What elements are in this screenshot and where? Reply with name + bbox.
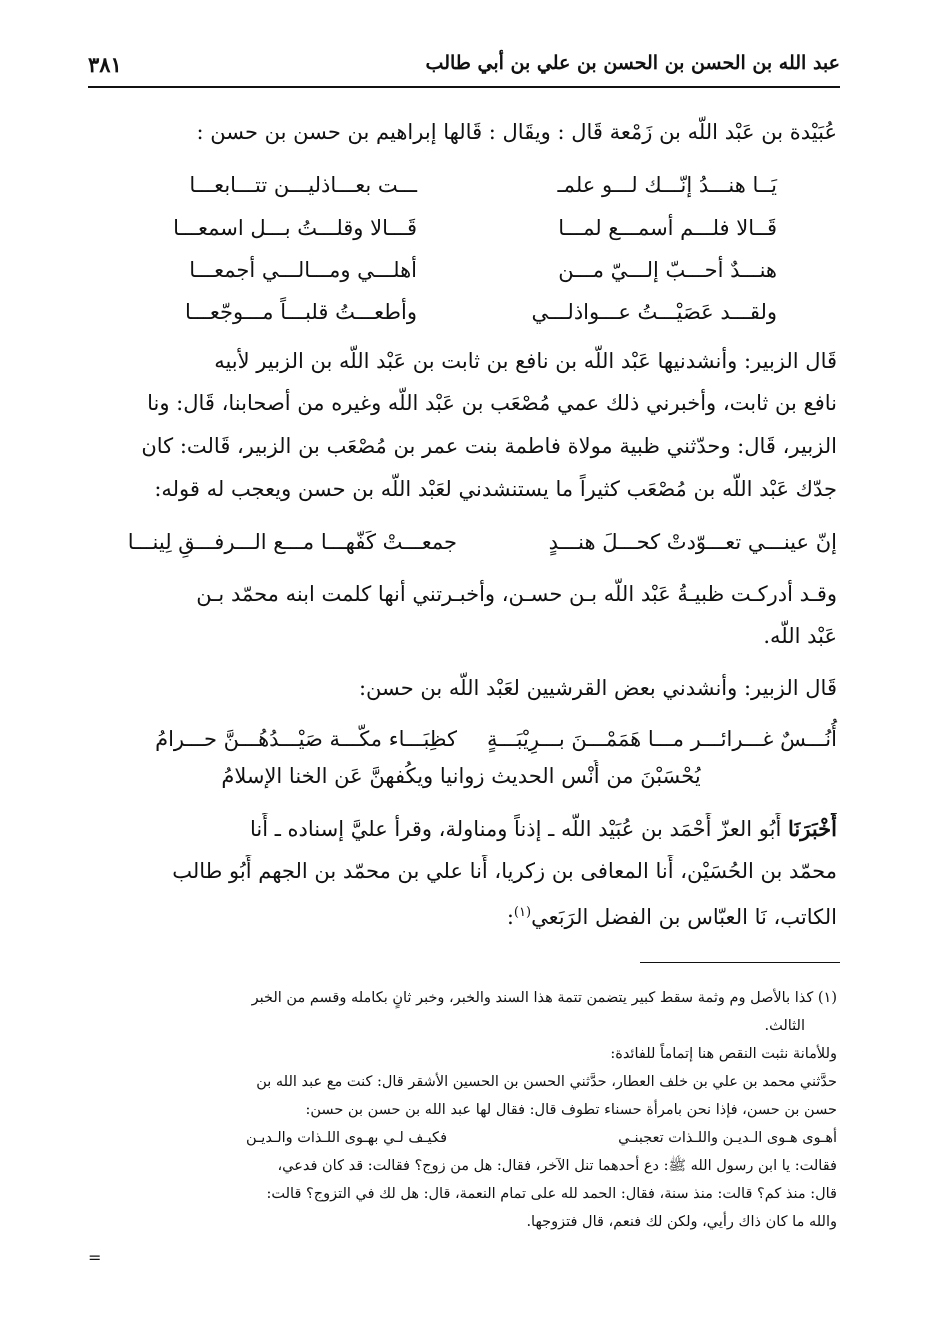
paragraph-line: نافع بن ثابت، وأخبرني ذلك عمي مُصْعَب بن عَبْد اللّه وغيره من أصحابنا، قَال: ونا	[147, 391, 837, 415]
footnote-line: قال: منذ كم؟ قالت: منذ سنة، فقال: الحمد لله على تمام النعمة، قال: هل لك في التزوج؟ قالت:	[266, 1186, 837, 1202]
paragraph-line: وقـد أدركـت ظبيـةُ عَبْد اللّه بـن حسـن، وأخبـرتني أنها كلمت ابنه محمّد بـن	[196, 582, 837, 606]
paragraph-line: قَال الزبير: وأنشدنيها عَبْد اللّه بن نافع بن ثابت بن عَبْد اللّه بن الزبير لأبيه	[214, 349, 837, 373]
verse-hemistich-2: ـــت بعـــاذليـــن تتـــابعـــا	[189, 173, 417, 197]
paragraph-text: أَبُو العزّ أَحْمَد بن عُبَيْد اللّه ـ إذناً ومناولة، وقرأ عليَّ إسناده ـ أَنا	[249, 817, 782, 841]
poem-verse	[85, 211, 837, 245]
verse-hemistich-2: أهلـــي ومـــالـــي أجمعـــا	[189, 258, 417, 282]
continuation-mark: =	[88, 1248, 102, 1267]
footnote-line: فقالت: يا ابن رسول الله ﷺ: دع أحدهما تنل الآخر، فقال: هل من زوج؟ فقالت: قد كان فدعي،	[277, 1158, 837, 1174]
footnote-line: حدَّثني محمد بن علي بن خلف العطار، حدَّثني الحسن بن الحسين الأشقر قال: كنت مع عبد الله بن	[256, 1074, 837, 1090]
verse-hemistich-1: إنّ عينـــي تعـــوّدتْ كحـــلَ هنـــدٍ	[548, 530, 837, 554]
page-number: ٣٨١	[88, 52, 122, 77]
footnote-line: وللأمانة نثبت النقص هنا إتماماً للفائدة:	[610, 1046, 837, 1062]
poem-verse	[85, 722, 837, 756]
footnote-line: حسن بن حسن، فإذا نحن بامرأة حسناء تطوف قال: فقال لها عبد الله بن حسن بن حسن:	[305, 1102, 837, 1118]
akhbarana-lead: أَخْبَرَنَا	[788, 816, 837, 841]
paragraph-line: عَبْد اللّه.	[763, 624, 837, 648]
paragraph-line: الزبير، قَال: وحدّثني ظبية مولاة فاطمة بنت عمر بن مُصْعَب بن الزبير، قَالت: كان	[141, 434, 837, 458]
paragraph-line: جدّك عَبْد اللّه بن مُصْعَب كثيراً ما يستنشدني لعَبْد اللّه بن حسن ويعجب له قوله:	[154, 477, 837, 501]
footnote-verse	[85, 1126, 837, 1150]
paragraph-end: :	[506, 905, 514, 929]
poem-verse	[85, 168, 837, 202]
poem-verse	[85, 525, 837, 559]
verse-hemistich-2: وأطعـــتُ قلبـــاً مـــوجّعـــا	[185, 300, 417, 324]
paragraph-line: قَال الزبير: وأنشدني بعض القرشيين لعَبْد اللّه بن حسن:	[358, 676, 837, 700]
verse-hemistich-2: فكيـف لـي بهـوى اللـذات والـديـن	[246, 1130, 447, 1146]
page-header	[88, 52, 840, 88]
verse-hemistich-2: جمعـــتْ كَفّهـــا مـــع الـــرفـــقِ لِينـــا	[127, 530, 457, 554]
paragraph-line	[85, 813, 837, 845]
verse-line: يُحْسَبْنَ من أُنْس الحديث زوانيا ويكُفهنَّ عَن الخنا الإسلامُ	[221, 764, 701, 788]
verse-hemistich-1: يَــا هنـــدُ إنّـــك لـــو علمـ	[557, 173, 777, 197]
footnote-divider	[640, 962, 840, 963]
intro-line: عُبَيْدة بن عَبْد اللّه بن زَمْعة قَال : ويقَال : قَالها إبراهيم بن حسن بن حسن :	[196, 120, 837, 144]
poem-verse	[85, 295, 837, 329]
verse-hemistich-2: قَـــالا وقلـــتُ بـــل اسمعـــا	[173, 216, 417, 240]
verse-hemistich-1: أهـوى هـوى الـديـن واللـذات تعجبنـي	[618, 1130, 837, 1146]
verse-hemistich-1: ولقـــد عَصَيْـــتُ عـــواذلـــي	[531, 300, 777, 324]
running-title: عبد الله بن الحسن بن الحسن بن علي بن أبي طالب	[425, 52, 840, 74]
footnote-line: والله ما كان ذاك رأيي، ولكن لك فنعم، قال فتزوجها.	[526, 1214, 837, 1230]
footnote-line: (١) كذا بالأصل وم وثمة سقط كبير يتضمن تتمة هذا السند والخبر، وخبر ثانٍ بكامله وقسم من الخبر	[251, 990, 837, 1006]
poem-verse	[85, 253, 837, 287]
paragraph-text: الكاتب، نَا العبّاس بن الفضل الرَبَعي	[531, 905, 837, 929]
footnote-line: الثالث.	[764, 1018, 805, 1034]
verse-hemistich-1: قَــالا فلـــم أسمـــع لمـــا	[558, 216, 777, 240]
paragraph-line: محمّد بن الحُسَيْن، أَنا المعافى بن زكريا، أَنا علي بن محمّد بن الجهم أَبُو طالب	[172, 859, 837, 883]
verse-hemistich-1: أُنُـــسٌ غـــرائـــر مـــا هَمَمْـــنَ بـــرِيْبَـــةٍ	[486, 727, 837, 751]
verse-hemistich-2: كظِبَـــاء مكّـــة صَيْـــدُهُـــنَّ حـــرامُ	[155, 727, 457, 751]
paragraph-line	[85, 897, 837, 933]
footnote-ref: (١)	[513, 905, 532, 920]
verse-hemistich-1: هنـــدٌ أحـــبّ إلـــيّ مـــن	[558, 258, 777, 282]
